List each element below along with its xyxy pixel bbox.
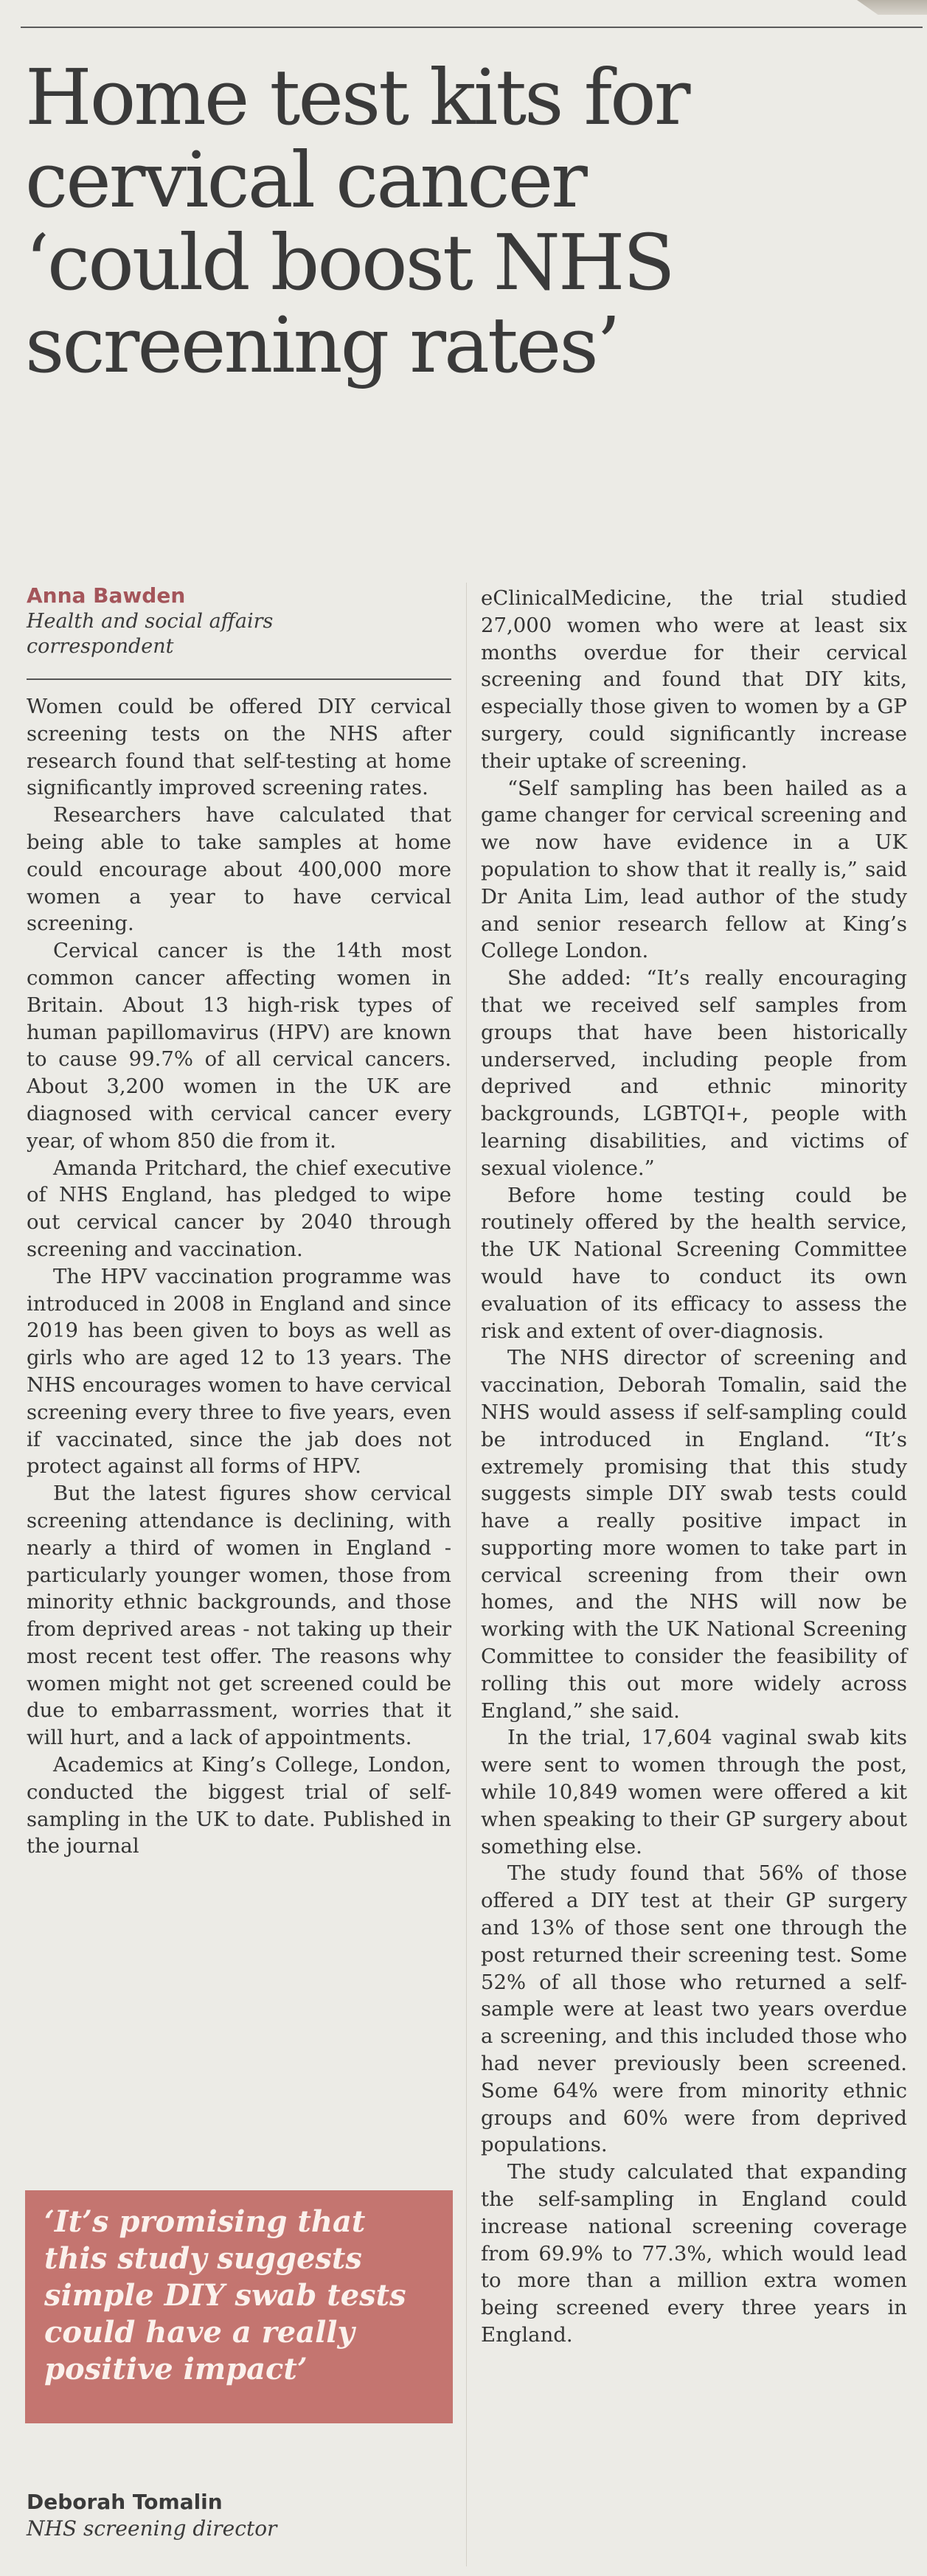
top-rule <box>21 27 923 28</box>
attribution-role: NHS screening director <box>27 2516 277 2541</box>
article-paragraph: Researchers have calculated that being able to take samples at home could encourage about 400,000 more women a year to have cervical screening. <box>27 803 451 936</box>
pull-quote-line: simple DIY swab tests <box>44 2278 406 2313</box>
article-paragraph: eClinicalMedicine, the trial studied 27,000 women who were at least six months overdue for their cervical screening and found that DIY kits, especially those given to women by a GP surgery, could significantly increase their uptake of screening. <box>481 586 907 773</box>
column-divider <box>466 583 467 2566</box>
article-paragraph: Academics at King’s College, London, conducted the biggest trial of self-sampling in the UK to date. Published in the journal <box>27 1753 451 1858</box>
page-corner-shadow <box>857 0 927 15</box>
byline-author: Anna Bawden <box>27 583 186 608</box>
article-paragraph: She added: “It’s really encouraging that we received self samples from groups that have been historically underserved, including people from deprived and ethnic minority backgrounds, LGBTQI+, people with learning disabilities, and victims of sexual violence.” <box>481 966 907 1180</box>
article-paragraph: The NHS director of screening and vaccination, Deborah Tomalin, said the NHS would assess if self-sampling could be introduced in England. “It’s extremely promising that this study suggests simple DIY swab tests could have a really positive impact in supporting more women to take part in cervical screening from their own homes, and the NHS will now be working with the UK National Screening Committee to consider the feasibility of rolling this out more widely across England,” she said. <box>481 1346 907 1723</box>
article-paragraph: The study calculated that expanding the self-sampling in England could increase national screening coverage from 69.9% to 77.3%, which would lead to more than a million extra women being screened every three years in England. <box>481 2160 907 2347</box>
pull-quote-line: this study suggests <box>44 2241 362 2276</box>
byline-role-line: Health and social affairs <box>27 610 274 633</box>
headline-line: ‘could boost NHS <box>25 218 673 308</box>
article-paragraph: But the latest figures show cervical screening attendance is declining, with nearly a third of women in England - particularly younger women, those from minority ethnic backgrounds, and those from deprived areas - not taking up their most recent test offer. The reasons why women might not get screened could be due to embarrassment, worries that it will hurt, and a lack of appointments. <box>27 1482 451 1750</box>
article-paragraph: Before home testing could be routinely offered by the health service, the UK National Screening Committee would have to conduct its own evaluation of its efficacy to assess the risk and extent of over-diagnosis. <box>481 1183 907 1343</box>
byline-role <box>27 609 451 659</box>
article-paragraph: Cervical cancer is the 14th most common cancer affecting women in Britain. About 13 high-risk types of human papillomavirus (HPV) are known to cause 99.7% of all cervical cancers. About 3,200 women in the UK are diagnosed with cervical cancer every year, of whom 850 die from it. <box>27 939 451 1153</box>
article-paragraph: The HPV vaccination programme was introduced in 2008 in England and since 2019 has been given to boys as well as girls who are aged 12 to 13 years. The NHS encourages women to have cervical screening every three to five years, even if vaccinated, since the jab does not protect against all forms of HPV. <box>27 1264 451 1479</box>
article-paragraph: Amanda Pritchard, the chief executive of NHS England, has pledged to wipe out cervical cancer by 2040 through screening and vaccination. <box>27 1156 451 1261</box>
attribution-name: Deborah Tomalin <box>27 2490 223 2514</box>
article-paragraph: Women could be offered DIY cervical screening tests on the NHS after research found that self-testing at home significantly improved screening rates. <box>27 695 451 800</box>
headline-line: Home test kits for <box>25 52 689 142</box>
article-column-left <box>27 583 451 1860</box>
article-paragraph: In the trial, 17,604 vaginal swab kits were sent to women through the post, while 10,849 women were offered a kit when speaking to their GP surgery about something else. <box>481 1726 907 1858</box>
article-paragraph: “Self sampling has been hailed as a game changer for cervical screening and we now have evidence in a UK population to show that it really is,” said Dr Anita Lim, lead author of the study and senior research fellow at King’s College London. <box>481 776 907 963</box>
pull-quote-line: ‘It’s promising that <box>44 2204 366 2239</box>
pull-quote-line: could have a really <box>44 2315 355 2350</box>
headline <box>25 52 903 390</box>
pull-quote <box>25 2190 453 2423</box>
headline-line: cervical cancer <box>25 135 586 225</box>
article-paragraph: The study found that 56% of those offered a DIY test at their GP surgery and 13% of those sent one through the post returned their screening test. Some 52% of all those who returned a self-sample were at least two years overdue a screening, and this included those who had never previously been screened. Some 64% were from minority ethnic groups and 60% were from deprived populations. <box>481 1861 907 2157</box>
byline-role-line: correspondent <box>27 635 174 658</box>
article-column-right <box>481 585 907 2349</box>
quote-attribution <box>27 2489 451 2542</box>
pull-quote-line: positive impact’ <box>44 2352 308 2386</box>
headline-line: screening rates’ <box>25 300 619 390</box>
byline-rule <box>27 678 451 680</box>
